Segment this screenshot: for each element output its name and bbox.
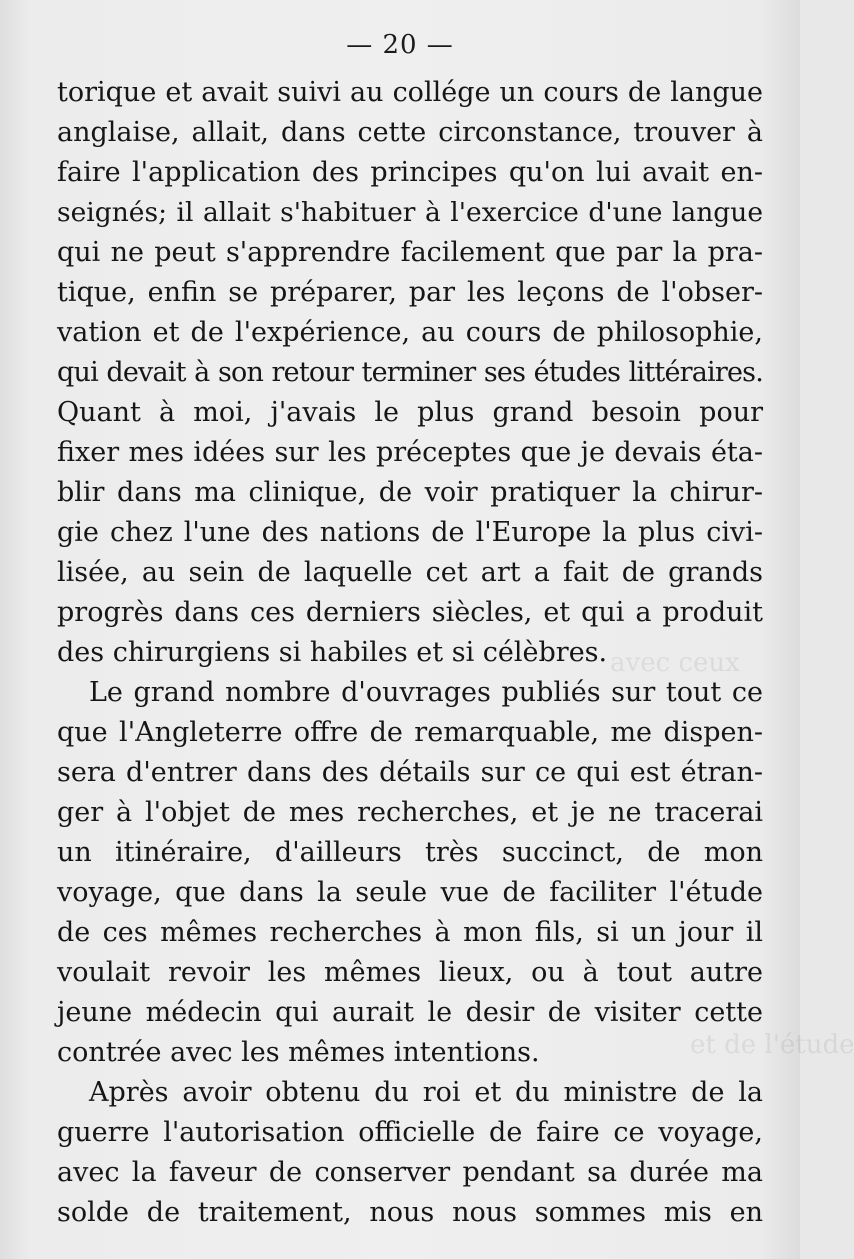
text-line: solde de traitement, nous nous sommes mis en [57, 1197, 763, 1228]
text-line: Après avoir obtenu du roi et du ministre de la [89, 1077, 763, 1108]
text-line: torique et avait suivi au collége un cours de langue [57, 77, 763, 108]
text-line: voulait revoir les mêmes lieux, ou à tout autre [57, 957, 763, 988]
text-line: que l'Angleterre offre de remarquable, me dispen- [57, 717, 763, 748]
text-line: tique, enfin se préparer, par les leçons de l'obser- [57, 277, 763, 308]
text-line: qui devait à son retour terminer ses études littéraires. [57, 357, 763, 388]
body-text [57, 73, 763, 1233]
text-line: contrée avec les mêmes intentions. [57, 1037, 540, 1068]
text-line: des chirurgiens si habiles et si célèbres. [57, 637, 608, 668]
text-line: seignés; il allait s'habituer à l'exercice d'une langue [57, 197, 763, 228]
text-line: gie chez l'une des nations de l'Europe la plus civi- [57, 517, 763, 548]
text-line: qui ne peut s'apprendre facilement que par la pra- [57, 237, 763, 268]
show-through-text: et de l'étude [690, 1030, 854, 1060]
text-line: progrès dans ces derniers siècles, et qui a produit [57, 597, 763, 628]
page-number: — 20 — [346, 30, 454, 60]
show-through-text: avec ceux [610, 648, 740, 678]
text-line: voyage, que dans la seule vue de faciliter l'étude [57, 877, 763, 908]
text-line: blir dans ma clinique, de voir pratiquer la chirur- [57, 477, 763, 508]
text-line: vation et de l'expérience, au cours de philosophie, [57, 317, 763, 348]
text-line: avec la faveur de conserver pendant sa durée ma [57, 1157, 763, 1188]
text-line: faire l'application des principes qu'on lui avait en- [57, 157, 763, 188]
text-line: lisée, au sein de laquelle cet art a fait de grands [57, 557, 763, 588]
text-line: fixer mes idées sur les préceptes que je devais éta- [57, 437, 763, 468]
text-line: ger à l'objet de mes recherches, et je ne tracerai [57, 797, 763, 828]
text-line: Le grand nombre d'ouvrages publiés sur tout ce [89, 677, 763, 708]
text-line: un itinéraire, d'ailleurs très succinct, de mon [57, 837, 763, 868]
text-line: sera d'entrer dans des détails sur ce qui est étran- [57, 757, 763, 788]
text-line: guerre l'autorisation officielle de faire ce voyage, [57, 1117, 763, 1148]
text-line: de ces mêmes recherches à mon fils, si un jour il [57, 917, 763, 948]
text-line: anglaise, allait, dans cette circonstance, trouver à [57, 117, 763, 148]
text-line: jeune médecin qui aurait le desir de visiter cette [57, 997, 763, 1028]
text-line: Quant à moi, j'avais le plus grand besoin pour [57, 397, 763, 428]
